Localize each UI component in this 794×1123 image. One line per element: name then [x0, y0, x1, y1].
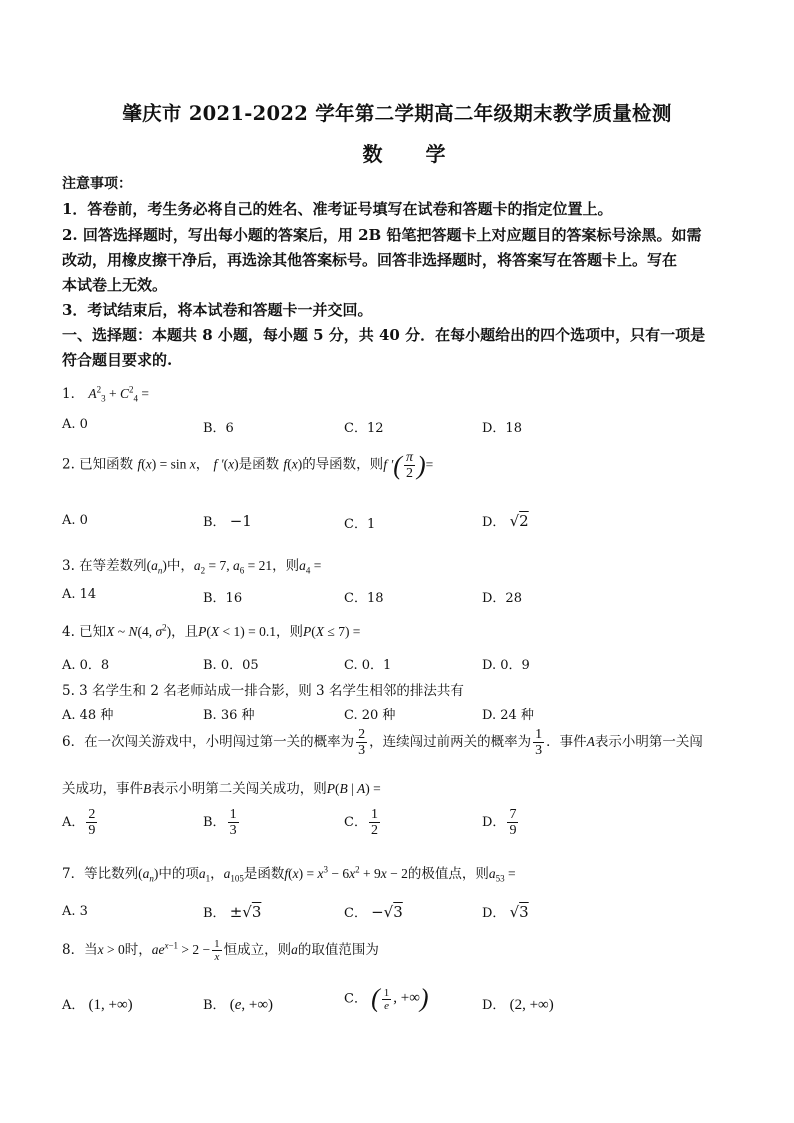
q8-option-c-value: ( $\frac{1}{e}$ , +∞): [371, 984, 429, 1013]
q4-given: P(X < 1) = 0.1: [198, 624, 277, 639]
question-2-text-c: 是函数: [238, 456, 280, 473]
q3-target: $a_4$ =: [299, 558, 322, 576]
q8-option-c-label: C．: [344, 991, 367, 1007]
question-2: [62, 450, 433, 481]
question-4: [62, 620, 360, 640]
q7-function: $f(x) = x^3 - 6x^2 + 9x - 2$: [284, 864, 408, 881]
q7-option-c-value: −√3: [371, 903, 403, 921]
q6-event-a: A: [586, 734, 595, 749]
q8-option-d-value: (2, +∞): [509, 997, 554, 1013]
question-7: [62, 862, 516, 882]
question-7-text-d: 是函数: [243, 866, 285, 882]
q7-option-b-value: ±√3: [229, 903, 262, 921]
q7-option-d: [482, 902, 529, 921]
question-6-line-2-text-b: 表示小明第二关闯关成功，则: [151, 781, 327, 797]
q7-option-d-value: √3: [509, 903, 529, 921]
q5-option-b: B. 36 种: [203, 708, 255, 723]
q1-option-c: C．12: [344, 421, 384, 436]
q6-option-c-label: C．: [344, 815, 367, 830]
q6-option-a-value: $\frac{2}{9}$: [88, 807, 96, 838]
question-3-text-a: 3. 在等差数列: [62, 558, 147, 574]
q5-option-c: C. 20 种: [344, 708, 396, 723]
q8-option-a: [62, 994, 133, 1014]
question-2-text-b: ，: [195, 456, 210, 473]
question-8: [62, 938, 379, 963]
q4-option-d: D. 0．9: [482, 658, 530, 673]
question-3-text-b: 中，: [166, 558, 194, 574]
notes-item-2-line-2: 改动，用橡皮擦干净后，再选涂其他答案标号。回答非选择题时，将答案写在答题卡上。写在: [62, 251, 678, 269]
q2-option-c: C．1: [344, 517, 376, 532]
question-6-line-2: [62, 777, 381, 797]
question-6-text-b: ，连续闯过前两关的概率为: [369, 734, 532, 750]
q8-inequality: $ae^{x-1} > 2$ − $\frac{1}{x}$: [151, 938, 220, 964]
section-1-line-1: 一、选择题：本题共 8 小题，每小题 5 分，共 40 分．在每小题给出的四个选项中，只有一项是: [62, 326, 706, 344]
q4-option-b: B. 0．05: [203, 658, 259, 673]
q4-option-a: A. 0．8: [62, 658, 110, 673]
q8-option-a-label: A．: [62, 998, 85, 1013]
question-7-text-c: ，: [210, 866, 224, 882]
question-7-text-b: 中的项: [158, 866, 199, 882]
notes-heading: 注意事项：: [62, 176, 132, 192]
question-6-text-c: ．事件: [546, 734, 587, 750]
q8-option-b-label: B．: [203, 998, 226, 1013]
question-3: [62, 554, 321, 574]
q3-sequence: $(a_n)$: [146, 558, 167, 576]
q7-a105: $a_{105}$: [223, 866, 244, 884]
q2-option-a: A. 0: [62, 513, 88, 528]
q3-option-a: A. 14: [62, 587, 97, 602]
q8-option-d: [482, 994, 554, 1014]
subject-title: 数 学: [362, 142, 464, 166]
q1-option-a: A. 0: [62, 417, 88, 432]
question-2-text-a: 2. 已知函数: [62, 456, 134, 473]
q6-option-a: [62, 807, 99, 838]
q7-option-b: [203, 902, 261, 921]
q6-option-d-label: D．: [482, 815, 506, 830]
question-7-text-a: 7．等比数列: [62, 866, 139, 882]
q6-option-a-label: A．: [62, 815, 85, 830]
q2-option-b-value: −1: [229, 512, 252, 530]
q8-option-a-value: (1, +∞): [88, 997, 133, 1013]
q6-option-c: [344, 807, 382, 838]
q2-formula-fx: f(x) = sin x: [137, 456, 196, 472]
q7-option-c: [344, 902, 403, 921]
q6-option-c-value: $\frac{1}{2}$: [370, 807, 378, 838]
question-5: 5. 3 名学生和 2 名老师站成一排合影，则 3 名学生相邻的排法共有: [62, 683, 464, 699]
question-6-line-2-text-a: 关成功，事件: [62, 781, 143, 797]
question-8-text-b: 时，: [124, 942, 152, 958]
q1-option-b: B．6: [203, 421, 234, 436]
q6-target: P(B | A) =: [326, 781, 381, 796]
q7-option-d-label: D．: [482, 906, 506, 921]
question-4-text-b: ，且: [171, 624, 199, 640]
q2-formula-fprime: f ′(x): [213, 456, 239, 472]
q3-option-b: B．16: [203, 591, 243, 606]
q4-target: P(X ≤ 7) =: [303, 624, 361, 639]
exam-title: 肇庆市 2021-2022 学年第二学期高二年级期末教学质量检测: [122, 102, 672, 125]
question-3-text-c: ，则: [272, 558, 300, 574]
q6-option-d: [482, 807, 520, 838]
q6-option-b-value: $\frac{1}{3}$: [229, 807, 237, 838]
q4-option-c: C. 0．1: [344, 658, 392, 673]
q7-a1: $a_1$: [198, 866, 211, 884]
q3-conditions: $a_2 = 7$, $a_6 = 21$: [193, 558, 273, 576]
q7-sequence: $(a_n)$: [138, 866, 159, 884]
question-6-line-1: [62, 727, 703, 758]
notes-item-1: 1．答卷前，考生务必将自己的姓名、准考证号填写在试卷和答题卡的指定位置上。: [62, 200, 613, 218]
q8-variable-a: a: [291, 942, 298, 957]
q5-option-a: A. 48 种: [62, 708, 114, 723]
q6-fraction-two-thirds: $\frac{2}{3}$: [358, 727, 366, 758]
section-1-line-2: 符合题目要求的.: [62, 351, 173, 369]
q8-option-c: [344, 984, 429, 1014]
question-1-number: 1．: [62, 386, 85, 402]
q6-option-b-label: B．: [203, 815, 226, 830]
question-1: [62, 382, 149, 402]
question-1-formula: $A^2_3 + C^2_4$ =: [88, 384, 150, 404]
q8-condition: x > 0: [97, 942, 125, 957]
notes-item-2-line-1: 2. 回答选择题时，写出每小题的答案后，用 2B 铅笔把答题卡上对应题目的答案标号涂黑。如需: [62, 226, 702, 244]
question-2-text-d: 的导函数，则: [302, 456, 384, 473]
question-8-text-c: 恒成立，则: [223, 942, 292, 958]
q2-formula-eval: f ′( $\frac{\pi}{2}$ )=: [383, 450, 434, 481]
question-6-text-a: 6．在一次闯关游戏中，小明闯过第一关的概率为: [62, 734, 355, 750]
q6-event-b: B: [143, 781, 152, 796]
q3-option-c: C．18: [344, 591, 384, 606]
q2-option-d-value: √2: [509, 512, 529, 530]
question-8-text-d: 的取值范围为: [297, 942, 379, 958]
q4-distribution: X ~ N(4, $\sigma^2$): [106, 622, 172, 639]
question-8-text-a: 8．当: [62, 942, 98, 958]
q8-option-d-label: D．: [482, 998, 506, 1013]
question-4-text-c: ，则: [276, 624, 304, 640]
q8-option-b-value: (e, +∞): [229, 997, 274, 1013]
question-7-text-e: 的极值点，则: [407, 866, 489, 882]
q7-option-c-label: C．: [344, 906, 367, 921]
notes-item-2-line-3: 本试卷上无效。: [62, 276, 168, 294]
question-4-text-a: 4. 已知: [62, 624, 107, 640]
q2-option-b: [203, 511, 252, 530]
q6-option-d-value: $\frac{7}{9}$: [509, 807, 517, 838]
q2-formula-fx-2: f(x): [283, 456, 303, 472]
q6-option-b: [203, 807, 241, 838]
notes-item-3: 3．考试结束后，将本试卷和答题卡一并交回。: [62, 301, 373, 319]
q7-option-a: A. 3: [62, 904, 88, 919]
q2-option-d: [482, 511, 529, 530]
question-6-text-d: 表示小明第一关闯: [594, 734, 703, 750]
q2-option-d-label: D．: [482, 515, 506, 530]
q7-target: $a_{53}$ =: [488, 866, 516, 884]
q2-option-b-label: B．: [203, 515, 226, 530]
q6-fraction-one-third: $\frac{1}{3}$: [535, 727, 543, 758]
q5-option-d: D. 24 种: [482, 708, 534, 723]
q8-option-b: [203, 994, 273, 1014]
q3-option-d: D．28: [482, 591, 522, 606]
q1-option-d: D．18: [482, 421, 522, 436]
q7-option-b-label: B．: [203, 906, 226, 921]
